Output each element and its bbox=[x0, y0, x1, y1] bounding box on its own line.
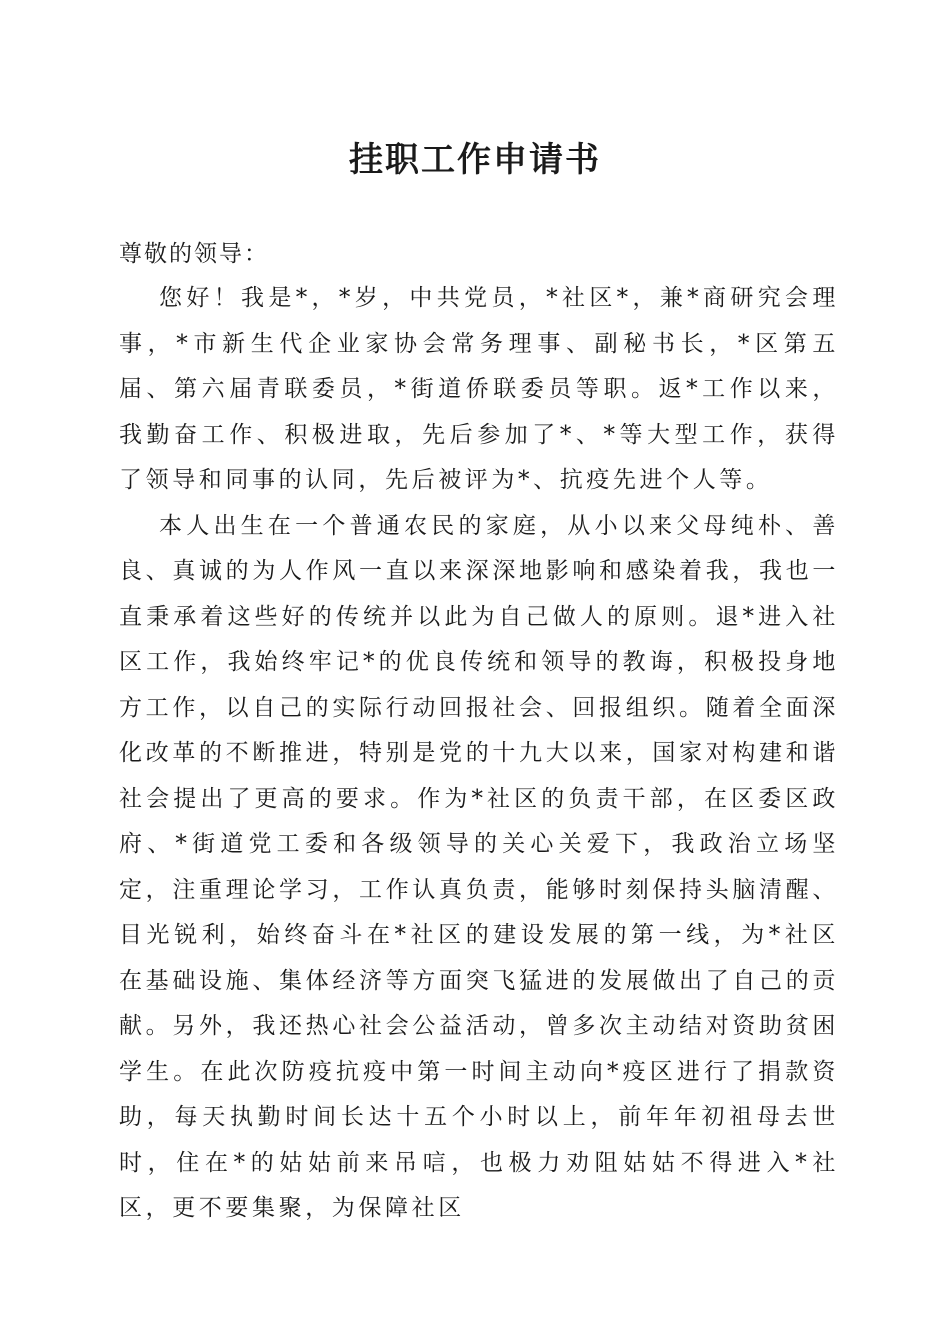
document-title: 挂职工作申请书 bbox=[349, 140, 601, 180]
salutation: 尊敬的领导： bbox=[119, 241, 269, 267]
paragraph-2: 本人出生在一个普通农民的家庭，从小以来父母纯朴、善良、真诚的为人作风一直以来深深地影响和感染着我，我也一直秉承着这些好的传统并以此为自己做人的原则。退*进入社区工作，我始终牢记*的优良传统和领导的教诲，积极投身地方工作，以自己的实际行动回报社会、回报组织。随着全面深化改革的不断推进，特别是党的十九大以来，国家对构建和谐社会提出了更高的要求。作为*社区的负责干部，在区委区政府、*街道党工委和各级领导的关心关爱下，我政治立场坚定，注重理论学习，工作认真负责，能够时刻保持头脑清醒、目光锐利，始终奋斗在*社区的建设发展的第一线，为*社区在基础设施、集体经济等方面突飞猛进的发展做出了自己的贡献。另外，我还热心社会公益活动，曾多次主动结对资助贫困学生。在此次防疫抗疫中第一时间主动向*疫区进行了捐款资助，每天执勤时间长达十五个小时以上，前年年初祖母去世时，住在*的姑姑前来吊唁，也极力劝阻姑姑不得进入*社区，更不要集聚，为保障社区 bbox=[119, 512, 839, 1221]
paragraph-1: 您好！我是*，*岁，中共党员，*社区*，兼*商研究会理事，*市新生代企业家协会常务理事、副秘书长，*区第五届、第六届青联委员，*街道侨联委员等职。返*工作以来，我勤奋工作、积极进取，先后参加了*、*等大型工作，获得了领导和同事的认同，先后被评为*、抗疫先进个人等。 bbox=[119, 285, 839, 493]
document-body bbox=[119, 276, 839, 1232]
